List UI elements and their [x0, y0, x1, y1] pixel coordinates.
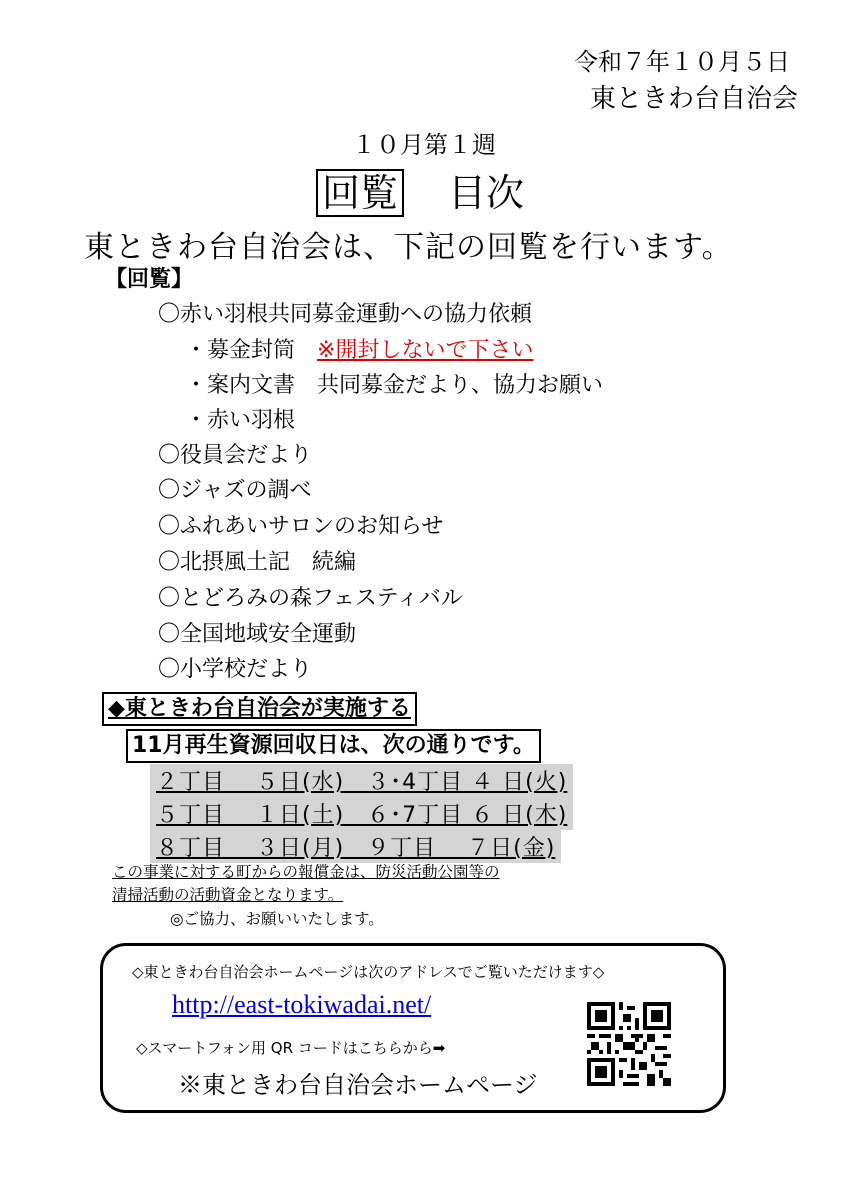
- recycling-heading: ◆東ときわ台自治会が実施する: [102, 692, 417, 726]
- document-date: 令和７年１０月５日: [574, 48, 790, 76]
- homepage-caption: ※東ときわ台自治会ホームページ: [178, 1071, 538, 1099]
- list-item: 〇ふれあいサロンのお知らせ: [158, 514, 444, 539]
- list-item: 〇とどろみの森フェスティバル: [158, 586, 463, 611]
- note-line: この事業に対する町からの報償金は、防災活動公園等の: [112, 863, 500, 881]
- schedule-row: ５丁目 １日(土) ６･7丁目 ６ 日(木): [150, 797, 573, 830]
- sub-item-feather: ・赤い羽根: [185, 408, 296, 433]
- list-item: 〇北摂風土記 続編: [158, 550, 357, 575]
- section-label: 【回覧】: [105, 267, 194, 292]
- schedule-row: ２丁目 ５日(水) ３･4丁目 ４ 日(火): [150, 764, 573, 797]
- thanks-text: ◎ご協力、お願いいたします。: [170, 910, 384, 928]
- sub-item-guide: ・案内文書 共同募金だより、協力お願い: [185, 373, 604, 398]
- sub-item-envelope: [185, 333, 533, 364]
- issuer-name: 東ときわ台自治会: [589, 84, 798, 114]
- note-line: 清掃活動の活動資金となります。: [112, 886, 344, 904]
- list-item: 〇赤い羽根共同募金運動への協力依頼: [158, 302, 533, 327]
- list-item: 〇全国地域安全運動: [158, 622, 357, 647]
- list-item: 〇役員会だより: [158, 443, 313, 468]
- week-label: １０月第１週: [352, 131, 496, 159]
- qr-intro: ◇スマートフォン用 QR コードはこちらから➡: [136, 1039, 446, 1057]
- homepage-intro: ◇東ときわ台自治会ホームページは次のアドレスでご覧いただけます◇: [132, 963, 605, 981]
- recycling-subheading: 11月再生資源回収日は、次の通りです。: [126, 729, 541, 763]
- homepage-link[interactable]: http://east-tokiwadai.net/: [172, 990, 432, 1019]
- document-title: [316, 166, 524, 220]
- qr-code-icon[interactable]: [587, 999, 671, 1089]
- list-item: 〇ジャズの調べ: [158, 478, 312, 503]
- envelope-warning: ※開封しないで下さい: [317, 338, 534, 363]
- title-boxed-text: 回覧: [316, 169, 404, 217]
- list-item: 〇小学校だより: [158, 657, 313, 682]
- envelope-label: ・募金封筒: [185, 338, 296, 363]
- schedule-row: ８丁目 ３日(月) ９丁目 ７日(金): [150, 830, 561, 863]
- title-rest-text: 目次: [448, 171, 525, 215]
- intro-text: 東ときわ台自治会は、下記の回覧を行います。: [84, 230, 733, 265]
